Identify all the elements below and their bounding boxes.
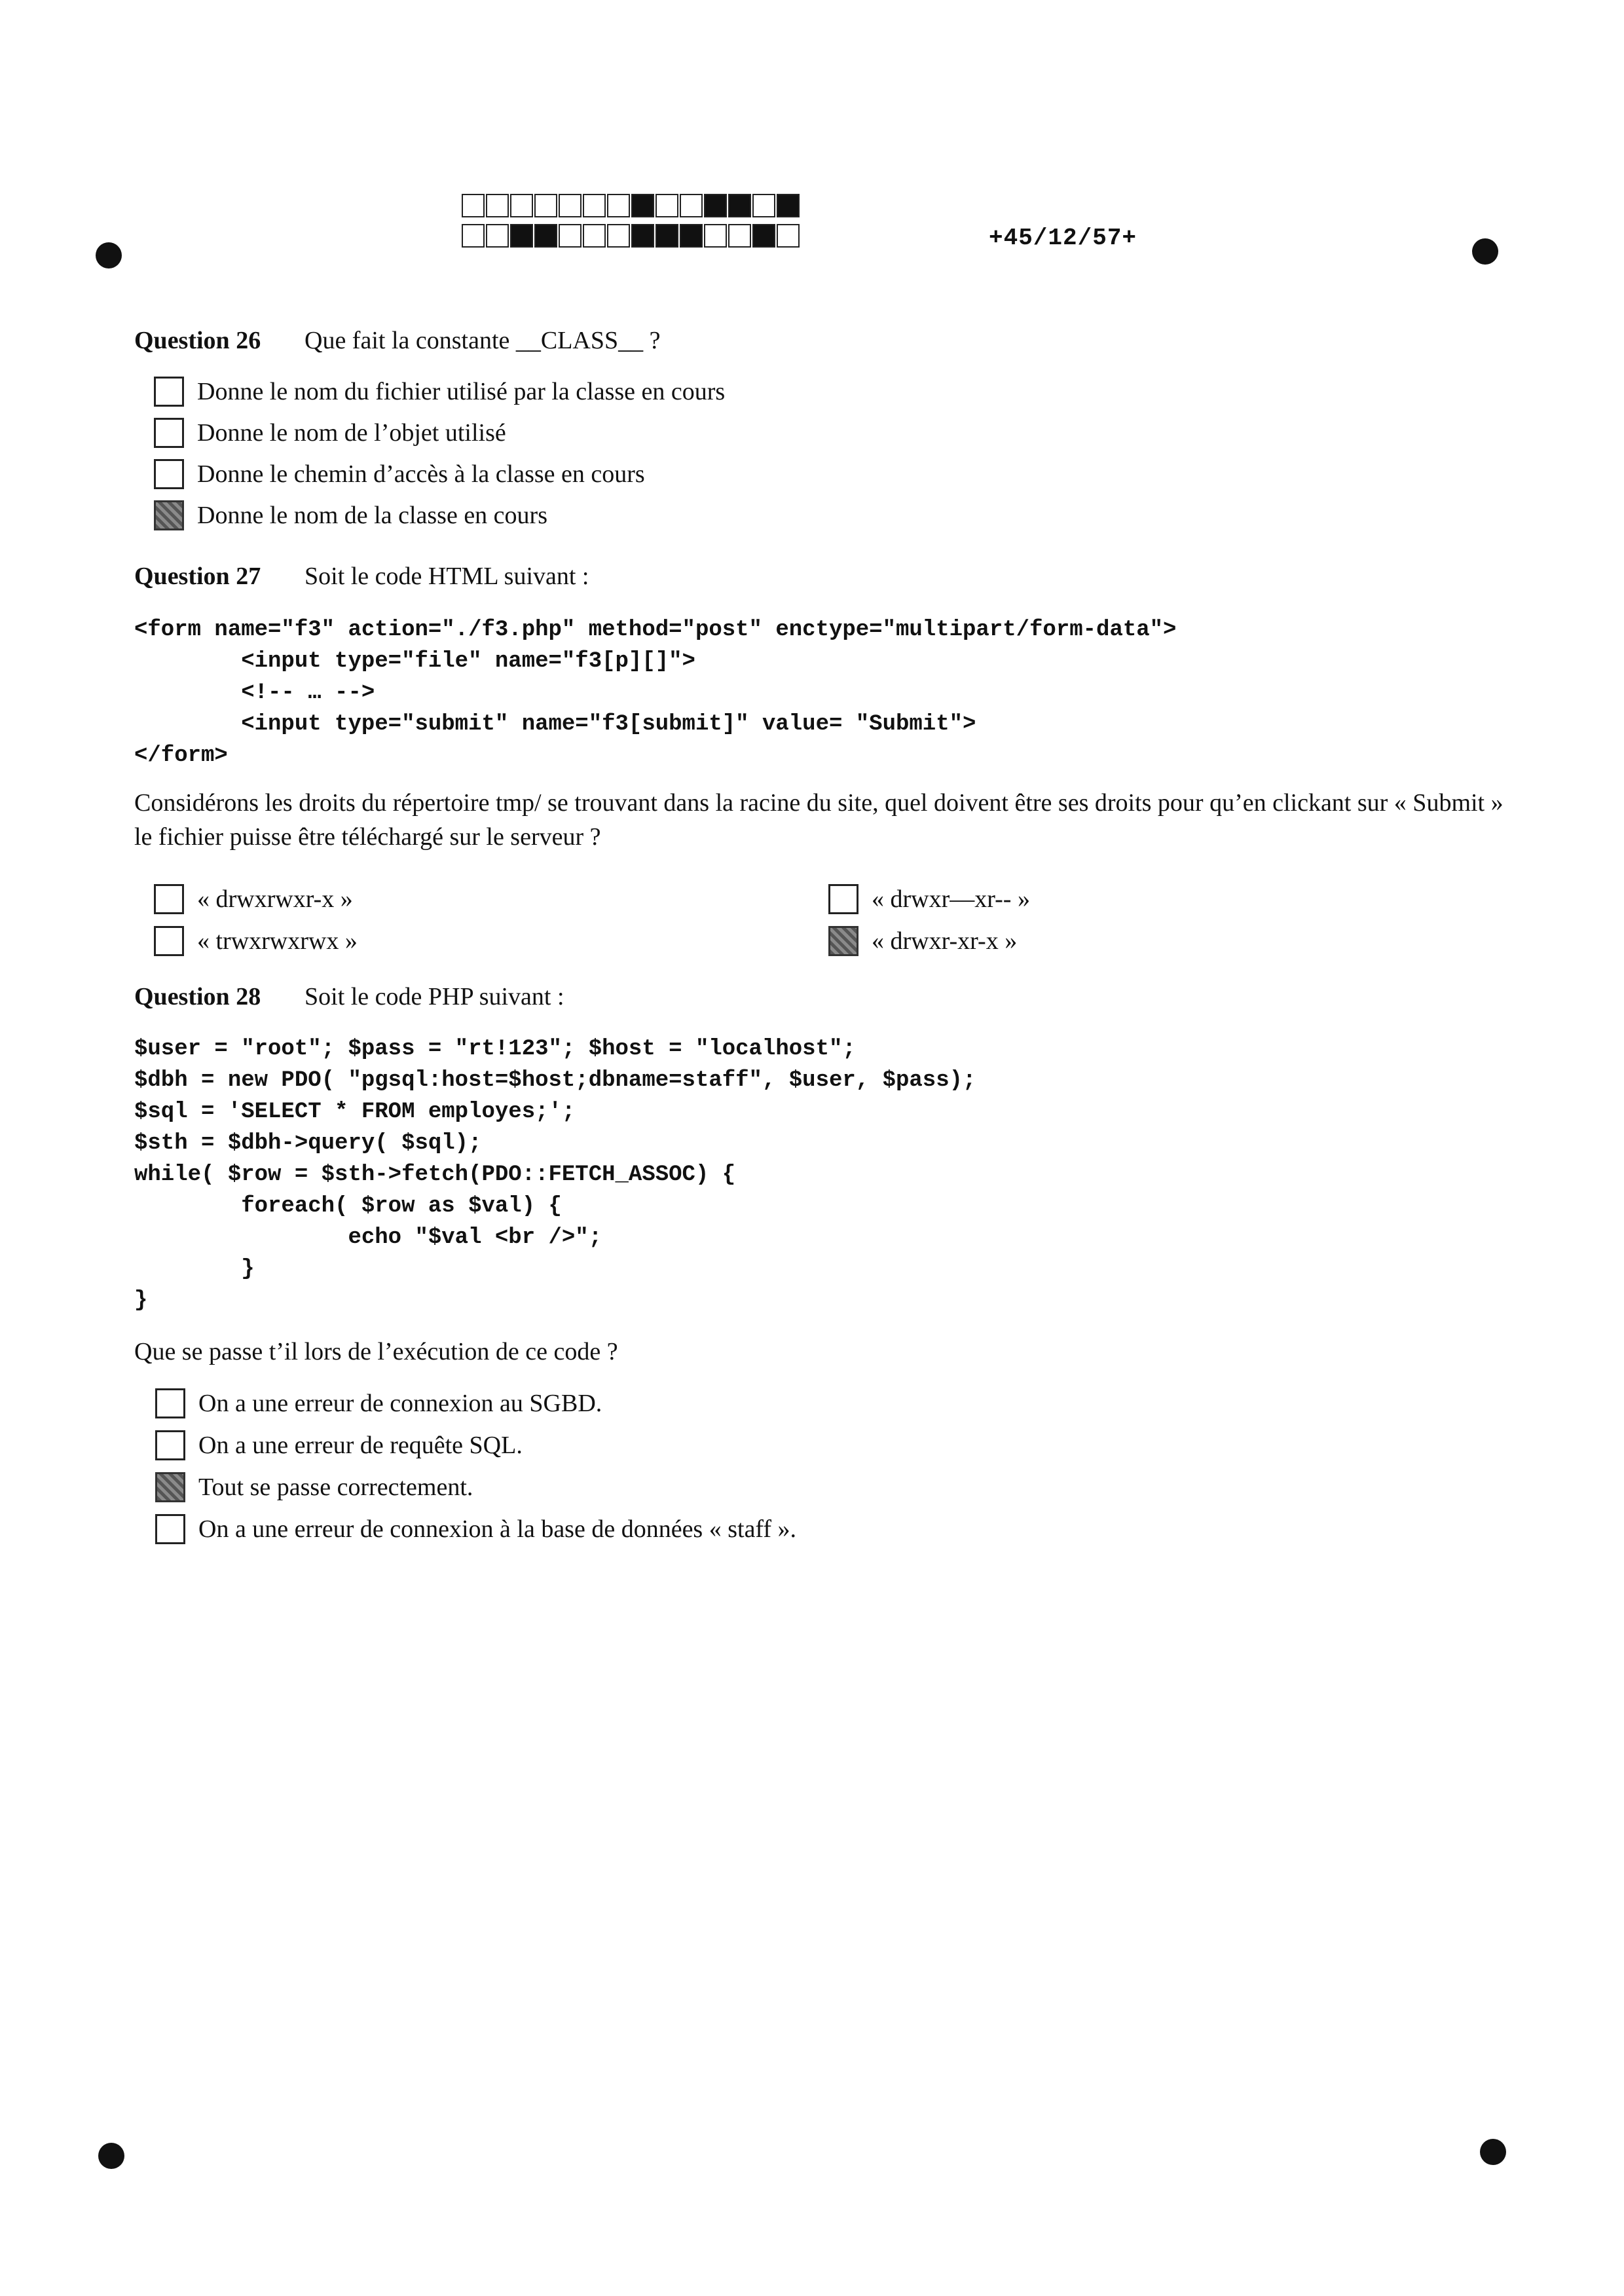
q28-option-4[interactable]	[155, 1514, 796, 1544]
question-number: Question 28	[134, 983, 261, 1010]
q27-option-3[interactable]	[154, 926, 358, 956]
option-label: Donne le nom de la classe en cours	[197, 502, 547, 529]
question-number: Question 27	[134, 563, 261, 590]
barcode-cell	[583, 194, 606, 217]
barcode-cell	[752, 224, 775, 248]
barcode-cell	[655, 224, 678, 248]
checkbox[interactable]	[155, 1388, 185, 1418]
option-label: Donne le nom du fichier utilisé par la classe en cours	[197, 378, 726, 405]
registration-mark-bottom-left	[98, 2143, 124, 2169]
barcode-cell	[510, 224, 533, 248]
question-28-header	[134, 982, 564, 1011]
checkbox[interactable]	[154, 884, 184, 914]
q27-option-2[interactable]	[828, 884, 1030, 914]
checkbox[interactable]	[828, 884, 858, 914]
question-27-header	[134, 562, 589, 591]
barcode-cell	[486, 194, 509, 217]
checkbox[interactable]	[154, 926, 184, 956]
barcode-cell	[728, 224, 751, 248]
barcode-cell	[583, 224, 606, 248]
option-label: « drwxr-xr-x »	[872, 927, 1018, 955]
q27-question-text: Considérons les droits du répertoire tmp/ se trouvant dans la racine du site, quel doivent être ses droits pour qu’en clickant sur « Submit » le fichier puisse être téléchargé sur le serveur ?	[134, 789, 1504, 851]
barcode-cell	[728, 194, 751, 217]
checkbox[interactable]	[154, 418, 184, 448]
barcode-cell	[559, 224, 581, 248]
question-prompt: Soit le code PHP suivant :	[304, 983, 564, 1010]
barcode-cell	[510, 194, 533, 217]
registration-mark-bottom-right	[1480, 2139, 1506, 2165]
q27-option-1[interactable]	[154, 884, 353, 914]
q26-option-4[interactable]	[154, 500, 547, 530]
barcode-cell	[777, 194, 800, 217]
checkbox[interactable]	[154, 500, 184, 530]
q26-option-1[interactable]	[154, 377, 725, 407]
barcode-cell	[704, 224, 727, 248]
barcode-cell	[559, 194, 581, 217]
barcode-cell	[680, 224, 703, 248]
php-code-block: $user = "root"; $pass = "rt!123"; $host = "localhost"; $dbh = new PDO( "pgsql:host=$host;dbname=staff", $user, $pass); $sql = 'SELECT * FROM employes;'; $sth = $dbh->query( $sql); while( $row = $sth->fetch(PDO::FETCH_ASSOC) { foreach( $row as $val) { echo "$val <br />"; } }	[134, 1037, 976, 1313]
q26-option-3[interactable]	[154, 459, 645, 489]
barcode-cell	[655, 194, 678, 217]
barcode-cell	[680, 194, 703, 217]
checkbox[interactable]	[155, 1430, 185, 1460]
question-prompt: Que fait la constante __CLASS__ ?	[304, 327, 661, 354]
q28-option-2[interactable]	[155, 1430, 523, 1460]
checkbox[interactable]	[155, 1472, 185, 1502]
option-label: Tout se passe correctement.	[198, 1473, 473, 1501]
html-code-block: <form name="f3" action="./f3.php" method="post" enctype="multipart/form-data"> <input type="file" name="f3[p][]"> <!-- … --> <input type="submit" name="f3[submit]" value= "Submit"> </form>	[134, 618, 1177, 768]
question-prompt: Soit le code HTML suivant :	[304, 563, 589, 590]
q27-option-4[interactable]	[828, 926, 1017, 956]
barcode-cell	[631, 194, 654, 217]
option-label: « drwxrwxr-x »	[197, 885, 353, 913]
checkbox[interactable]	[154, 459, 184, 489]
barcode-cell	[462, 194, 485, 217]
registration-mark-top-right	[1472, 238, 1498, 265]
checkbox[interactable]	[828, 926, 858, 956]
registration-mark-top-left	[96, 242, 122, 268]
barcode-cell	[777, 224, 800, 248]
barcode-row-2	[462, 224, 801, 249]
q26-option-2[interactable]	[154, 418, 506, 448]
barcode-row-1	[462, 194, 801, 219]
checkbox[interactable]	[155, 1514, 185, 1544]
option-label: On a une erreur de connexion à la base de données « staff ».	[198, 1515, 797, 1543]
q28-option-1[interactable]	[155, 1388, 602, 1418]
question-26-header	[134, 326, 661, 355]
option-label: Donne le chemin d’accès à la classe en cours	[197, 460, 645, 488]
question-number: Question 26	[134, 327, 261, 354]
barcode-cell	[607, 194, 630, 217]
option-label: Donne le nom de l’objet utilisé	[197, 419, 506, 447]
option-label: On a une erreur de requête SQL.	[198, 1432, 523, 1459]
option-label: On a une erreur de connexion au SGBD.	[198, 1390, 602, 1417]
barcode-cell	[534, 194, 557, 217]
sheet-code: +45/12/57+	[989, 225, 1137, 251]
q28-question-text: Que se passe t’il lors de l’exécution de ce code ?	[134, 1338, 618, 1365]
barcode-cell	[607, 224, 630, 248]
checkbox[interactable]	[154, 377, 184, 407]
barcode-cell	[486, 224, 509, 248]
barcode-cell	[462, 224, 485, 248]
q28-option-3[interactable]	[155, 1472, 473, 1502]
barcode-cell	[752, 194, 775, 217]
option-label: « trwxrwxrwx »	[197, 927, 358, 955]
barcode-cell	[704, 194, 727, 217]
barcode-cell	[631, 224, 654, 248]
option-label: « drwxr—xr-- »	[872, 885, 1030, 913]
barcode-cell	[534, 224, 557, 248]
